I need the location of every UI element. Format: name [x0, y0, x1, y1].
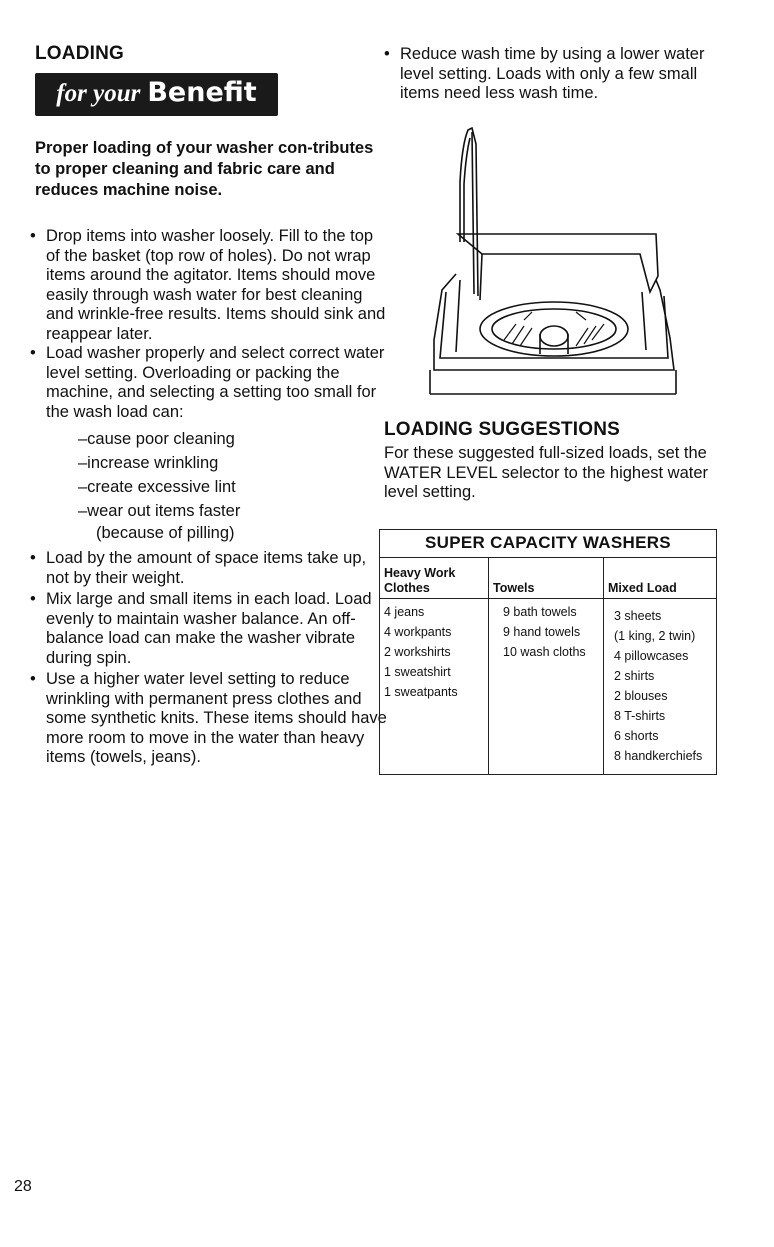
list-item: 8 handkerchiefs: [614, 749, 703, 763]
list-item: 4 jeans: [384, 605, 425, 619]
loading-suggestions-text: For these suggested full-sized loads, set the WATER LEVEL selector to the highest water level setting.: [384, 444, 709, 501]
bullet-item: [30, 227, 390, 344]
bullet-dot: •: [30, 227, 36, 245]
list-item: 9 hand towels: [503, 625, 581, 639]
loading-suggestions-title: LOADING SUGGESTIONS: [384, 419, 621, 440]
bullet-text: Drop items into washer loosely. Fill to the top of the basket (top row of holes). Do not wrap items around the agitator. Items should move easily through wash water for best cleaning and wrinkle-free results. Items should sink and reappear later.: [46, 227, 386, 343]
bullet-dot: •: [384, 45, 390, 63]
list-item: 1 sweatshirt: [384, 665, 451, 679]
list-item: 4 workpants: [384, 625, 452, 639]
bullet-item: [30, 670, 390, 768]
column-header-line: Heavy Work: [384, 566, 456, 580]
table-title: SUPER CAPACITY WASHERS: [380, 530, 717, 558]
washer-loading-illustration: [420, 124, 680, 400]
heavy-work-items: [380, 599, 489, 775]
intro-paragraph: Proper loading of your washer con-tributes to proper cleaning and fabric care and reduces machine noise.: [35, 139, 374, 199]
bullet-text: Mix large and small items in each load. Load evenly to maintain washer balance. An off-balance load can make the washer vibrate during spin.: [46, 590, 372, 667]
list-item: 3 sheets: [614, 609, 662, 623]
benefit-for-your-text: for your: [56, 80, 141, 107]
bullet-dot: •: [30, 670, 36, 688]
overload-consequences-list: [46, 427, 390, 523]
list-item: 2 shirts: [614, 669, 655, 683]
page-number: 28: [14, 1178, 32, 1195]
consequence-item: –create excessive lint: [78, 478, 236, 496]
list-item: 8 T-shirts: [614, 709, 666, 723]
bullet-dot: •: [30, 590, 36, 608]
bullet-text: Reduce wash time by using a lower water level setting. Loads with only a few small items need less wash time.: [400, 45, 705, 102]
column-header-mixed-load: Mixed Load: [604, 558, 717, 599]
consequence-item: –increase wrinkling: [78, 454, 219, 472]
list-item: 6 shorts: [614, 729, 659, 743]
list-item: 1 sweatpants: [384, 685, 458, 699]
benefit-word-text: Benefit: [147, 77, 257, 108]
consequence-note: (because of pilling): [96, 524, 235, 542]
column-header-towels: Towels: [489, 558, 604, 599]
list-item: (1 king, 2 twin): [614, 629, 696, 643]
consequence-item: –cause poor cleaning: [78, 430, 235, 448]
bullet-item: [384, 45, 714, 104]
mixed-load-items: [604, 599, 717, 775]
bullet-text: Use a higher water level setting to reduce wrinkling with permanent press clothes and some synthetic knits. These items should have more room to move in the water than heavy items (towels, jeans).: [46, 670, 387, 766]
bullet-item: [30, 590, 390, 668]
bullet-item: [30, 549, 390, 588]
list-item: 2 workshirts: [384, 645, 451, 659]
column-header-line: Clothes: [384, 581, 430, 595]
loading-bullet-list: [30, 227, 390, 768]
bullet-text: Load washer properly and select correct water level setting. Overloading or packing the machine, and selecting a setting too small for the wash load can:: [46, 344, 385, 421]
towels-items: [489, 599, 604, 775]
super-capacity-washers-table: [379, 529, 717, 775]
list-item: 4 pillowcases: [614, 649, 689, 663]
bullet-text: Load by the amount of space items take up, not by their weight.: [46, 549, 367, 587]
list-item: 9 bath towels: [503, 605, 577, 619]
bullet-dot: •: [30, 344, 36, 362]
list-item: 2 blouses: [614, 689, 668, 703]
for-your-benefit-banner: [35, 73, 278, 116]
list-item: 10 wash cloths: [503, 645, 586, 659]
bullet-item: [30, 344, 390, 543]
consequence-item: –wear out items faster: [78, 502, 241, 520]
reduce-wash-time-bullet: [384, 45, 714, 104]
section-title-loading: LOADING: [35, 43, 125, 64]
bullet-dot: •: [30, 549, 36, 567]
column-header-heavy-work: [380, 558, 489, 599]
